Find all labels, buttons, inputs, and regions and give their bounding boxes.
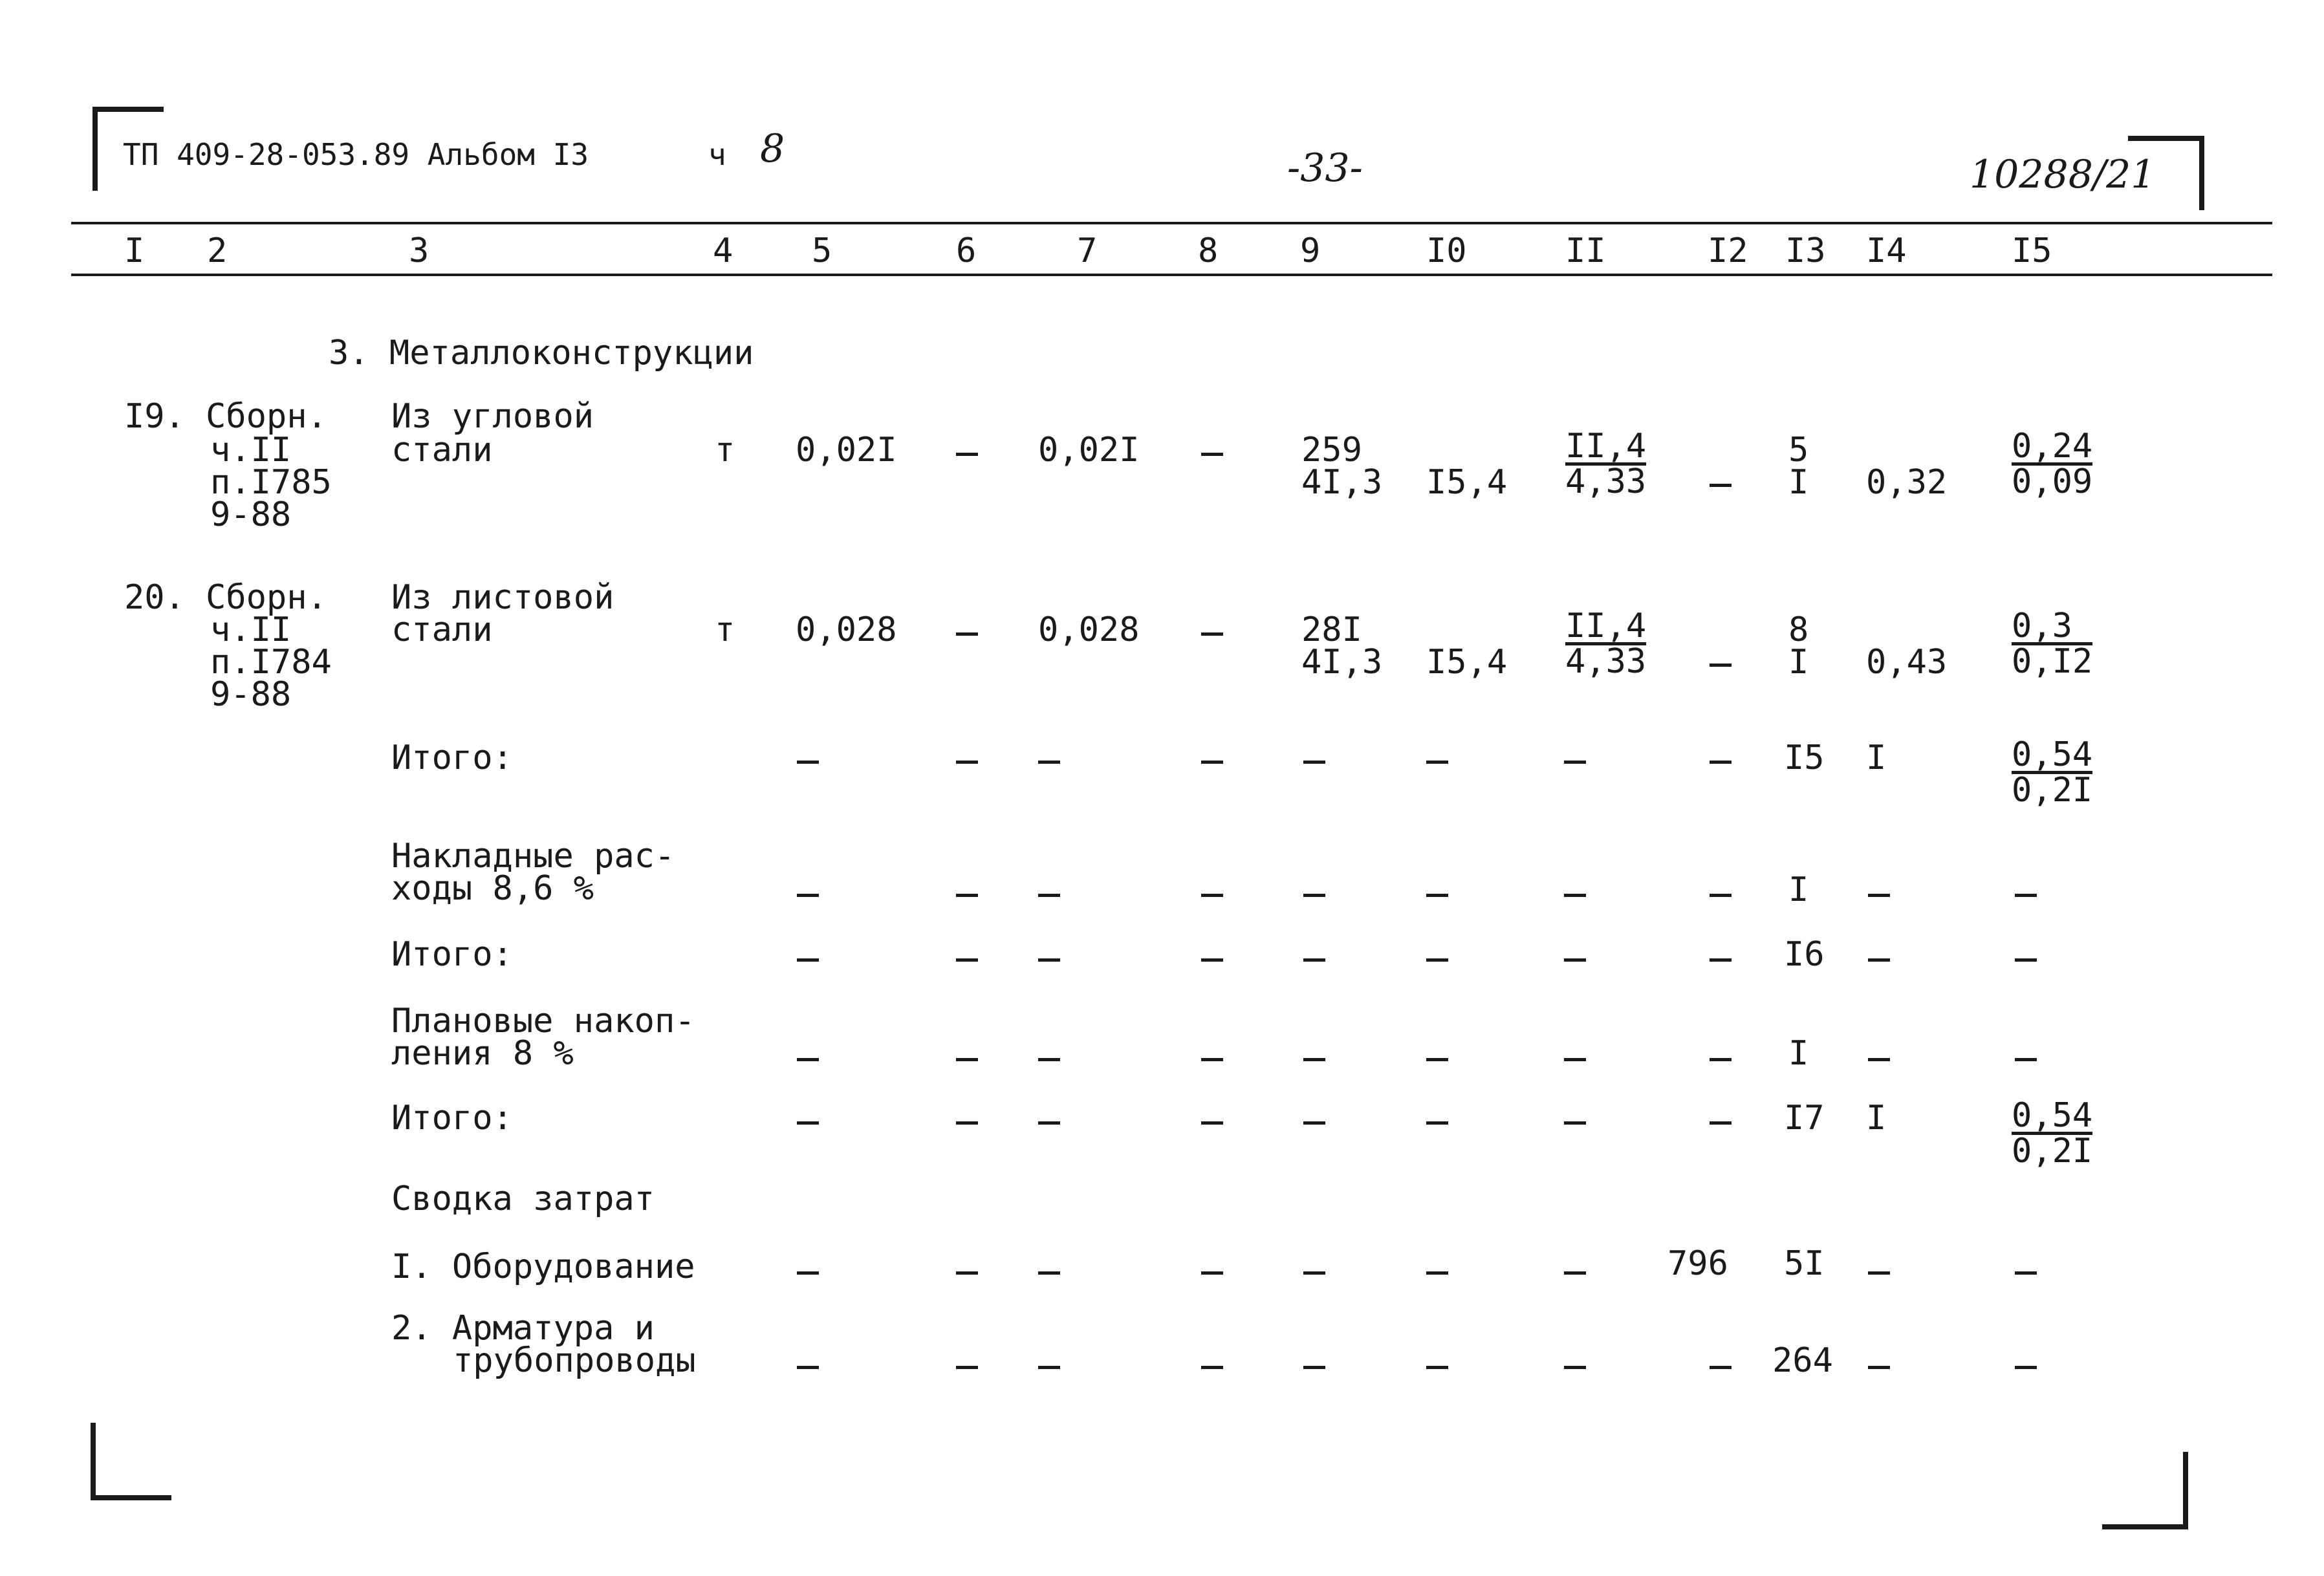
col15-numerator: 0,54: [2012, 1096, 2093, 1135]
col12-dash: [1710, 1058, 1732, 1061]
col11-fraction: [1565, 427, 1647, 501]
col5-dash: [797, 958, 819, 962]
col6-dash: [956, 1058, 978, 1061]
equipment-label: I. Оборудование: [391, 1247, 695, 1286]
col14-value: I: [1866, 1099, 1887, 1138]
col-num-4: 4: [713, 232, 733, 270]
col14-value: 0,43: [1866, 643, 1948, 682]
col8-dash: [1201, 453, 1223, 456]
planned-label-line-2: ления 8 %: [391, 1034, 574, 1073]
name-line-1: Из угловой: [391, 397, 594, 436]
col-num-13: I3: [1785, 232, 1826, 270]
col-num-7: 7: [1077, 232, 1098, 270]
col7-dash: [1038, 1121, 1060, 1125]
total-label: Итого:: [391, 739, 513, 777]
col14-value: 0,32: [1866, 463, 1948, 502]
source-line-1: Сборн.: [206, 578, 327, 617]
col15-fraction: [2012, 607, 2093, 681]
col11-dash: [1564, 894, 1586, 897]
overhead-label-line-2: ходы 8,6 %: [391, 869, 594, 908]
col13-value: I7: [1784, 1099, 1825, 1138]
frame-corner-bottom-left-v: [91, 1423, 96, 1499]
col5-dash: [797, 1271, 819, 1275]
col9-dash: [1303, 894, 1325, 897]
col13-value: I6: [1784, 935, 1825, 974]
col-num-12: I2: [1708, 232, 1748, 270]
col9-dash: [1303, 1121, 1325, 1125]
part-number: 8: [760, 126, 785, 171]
planned-label-line-1: Плановые накоп-: [391, 1002, 695, 1041]
fittings-label-line-2: трубопроводы: [453, 1341, 696, 1380]
col9-dash: [1303, 1271, 1325, 1275]
col13-value: I5: [1784, 739, 1825, 777]
col12-dash: [1710, 484, 1732, 487]
col5-value: 0,028: [796, 610, 897, 649]
source-line-4: 9-88: [210, 675, 292, 714]
col11-denominator: 4,33: [1565, 462, 1647, 501]
col12-dash: [1710, 1366, 1732, 1369]
col13-bottom: I: [1788, 643, 1809, 682]
col14-value: I: [1866, 739, 1887, 777]
col8-dash: [1201, 1366, 1223, 1369]
col14-dash: [1868, 1271, 1890, 1275]
source-line-3: п.I785: [210, 463, 332, 502]
col8-dash: [1201, 1058, 1223, 1061]
frame-corner-bottom-left-h: [91, 1495, 171, 1500]
col-num-11: II: [1565, 232, 1606, 270]
unit: т: [715, 610, 735, 649]
col7-value: 0,02I: [1038, 431, 1140, 470]
col5-dash: [797, 1121, 819, 1125]
col11-dash: [1564, 761, 1586, 764]
col-num-1: I: [124, 232, 145, 270]
row-number: 20.: [124, 578, 185, 617]
col10-dash: [1426, 761, 1448, 764]
col13-value: I: [1788, 1034, 1809, 1073]
col6-dash: [956, 1121, 978, 1125]
col10-value: I5,4: [1426, 463, 1508, 502]
col9-dash: [1303, 1366, 1325, 1369]
col13-value: 264: [1772, 1341, 1833, 1380]
overhead-label-line-1: Накладные рас-: [391, 837, 675, 876]
col10-dash: [1426, 1058, 1448, 1061]
col-num-15: I5: [2012, 232, 2052, 270]
col15-fraction: [2012, 427, 2093, 501]
col11-dash: [1564, 1366, 1586, 1369]
col6-dash: [956, 1366, 978, 1369]
source-line-1: Сборн.: [206, 397, 327, 436]
col15-dash: [2015, 894, 2037, 897]
col11-dash: [1564, 1121, 1586, 1125]
page-number: -33-: [1287, 146, 1363, 191]
col10-value: I5,4: [1426, 643, 1508, 682]
name-line-1: Из листовой: [391, 578, 614, 617]
col5-dash: [797, 761, 819, 764]
col12-dash: [1710, 894, 1732, 897]
col13-top: 5: [1788, 431, 1809, 470]
col12-value: 796: [1667, 1244, 1728, 1283]
registration-number: 10288/21: [1970, 152, 2156, 197]
frame-corner-top-right-h: [2128, 136, 2204, 141]
col-num-14: I4: [1866, 232, 1907, 270]
col11-dash: [1564, 1058, 1586, 1061]
section-title: 3. Металлоконструкции: [329, 334, 754, 372]
col15-dash: [2015, 1366, 2037, 1369]
col15-denominator: 0,I2: [2012, 642, 2093, 681]
col11-fraction: [1565, 607, 1647, 681]
col6-dash: [956, 1271, 978, 1275]
col8-dash: [1201, 761, 1223, 764]
col11-numerator: II,4: [1565, 427, 1647, 466]
col-num-2: 2: [207, 232, 228, 270]
frame-corner-bottom-right-v: [2183, 1452, 2188, 1529]
col7-dash: [1038, 761, 1060, 764]
col-num-6: 6: [956, 232, 977, 270]
col6-dash: [956, 453, 978, 456]
col8-dash: [1201, 632, 1223, 636]
name-line-2: стали: [391, 431, 493, 470]
col10-dash: [1426, 894, 1448, 897]
col13-top: 8: [1788, 610, 1809, 649]
col14-dash: [1868, 894, 1890, 897]
col10-dash: [1426, 1121, 1448, 1125]
col8-dash: [1201, 1121, 1223, 1125]
col15-fraction: [2012, 1096, 2093, 1171]
col5-dash: [797, 1366, 819, 1369]
name-line-2: стали: [391, 610, 493, 649]
col11-dash: [1564, 958, 1586, 962]
col9-dash: [1303, 1058, 1325, 1061]
col10-dash: [1426, 1366, 1448, 1369]
col5-dash: [797, 1058, 819, 1061]
col-num-9: 9: [1300, 232, 1321, 270]
col15-numerator: 0,24: [2012, 427, 2093, 466]
col14-dash: [1868, 1058, 1890, 1061]
col7-dash: [1038, 1366, 1060, 1369]
frame-corner-top-left-v: [92, 107, 98, 191]
col13-value: I: [1788, 870, 1809, 909]
col12-dash: [1710, 958, 1732, 962]
col8-dash: [1201, 894, 1223, 897]
col-num-8: 8: [1198, 232, 1219, 270]
col12-dash: [1710, 761, 1732, 764]
col-num-3: 3: [409, 232, 429, 270]
col15-fraction: [2012, 735, 2093, 810]
source-line-3: п.I784: [210, 643, 332, 682]
col15-dash: [2015, 958, 2037, 962]
frame-corner-top-left-h: [92, 107, 164, 112]
col11-denominator: 4,33: [1565, 642, 1647, 681]
total-label: Итого:: [391, 935, 513, 974]
col11-numerator: II,4: [1565, 607, 1647, 645]
col12-dash: [1710, 664, 1732, 667]
col8-dash: [1201, 958, 1223, 962]
col15-denominator: 0,2I: [2012, 771, 2093, 810]
col-num-10: I0: [1426, 232, 1467, 270]
col6-dash: [956, 958, 978, 962]
source-line-2: ч.II: [210, 431, 292, 470]
col15-denominator: 0,2I: [2012, 1132, 2093, 1171]
col15-dash: [2015, 1271, 2037, 1275]
col9-dash: [1303, 958, 1325, 962]
frame-corner-top-right-v: [2199, 136, 2204, 210]
column-header-bottom-rule: [71, 274, 2272, 276]
col15-dash: [2015, 1058, 2037, 1061]
col7-dash: [1038, 894, 1060, 897]
col6-dash: [956, 894, 978, 897]
col14-dash: [1868, 1366, 1890, 1369]
frame-corner-bottom-right-h: [2102, 1524, 2188, 1529]
summary-title: Сводка затрат: [391, 1180, 655, 1218]
col6-dash: [956, 761, 978, 764]
col15-denominator: 0,09: [2012, 462, 2093, 501]
unit: т: [715, 431, 735, 470]
col-num-5: 5: [812, 232, 832, 270]
col6-dash: [956, 632, 978, 636]
col9-bottom: 4I,3: [1301, 643, 1383, 682]
col9-top: 259: [1301, 431, 1362, 470]
col7-value: 0,028: [1038, 610, 1140, 649]
col11-dash: [1564, 1271, 1586, 1275]
col9-dash: [1303, 761, 1325, 764]
col9-bottom: 4I,3: [1301, 463, 1383, 502]
fittings-label-line-1: 2. Арматура и: [391, 1309, 655, 1348]
col5-value: 0,02I: [796, 431, 897, 470]
col7-dash: [1038, 1058, 1060, 1061]
col13-value: 5I: [1784, 1244, 1825, 1283]
col10-dash: [1426, 1271, 1448, 1275]
document-code: ТП 409-28-053.89 Альбом I3: [123, 137, 589, 172]
col15-numerator: 0,54: [2012, 735, 2093, 774]
column-header-top-rule: [71, 222, 2272, 224]
total-label: Итого:: [391, 1099, 513, 1138]
col7-dash: [1038, 1271, 1060, 1275]
part-marker: ч: [708, 137, 726, 172]
col10-dash: [1426, 958, 1448, 962]
col9-top: 28I: [1301, 610, 1362, 649]
source-line-4: 9-88: [210, 495, 292, 534]
row-number: I9.: [124, 397, 185, 436]
col15-numerator: 0,3: [2012, 610, 2092, 645]
col12-dash: [1710, 1121, 1732, 1125]
source-line-2: ч.II: [210, 610, 292, 649]
col8-dash: [1201, 1271, 1223, 1275]
col5-dash: [797, 894, 819, 897]
col7-dash: [1038, 958, 1060, 962]
col13-bottom: I: [1788, 463, 1809, 502]
col14-dash: [1868, 958, 1890, 962]
